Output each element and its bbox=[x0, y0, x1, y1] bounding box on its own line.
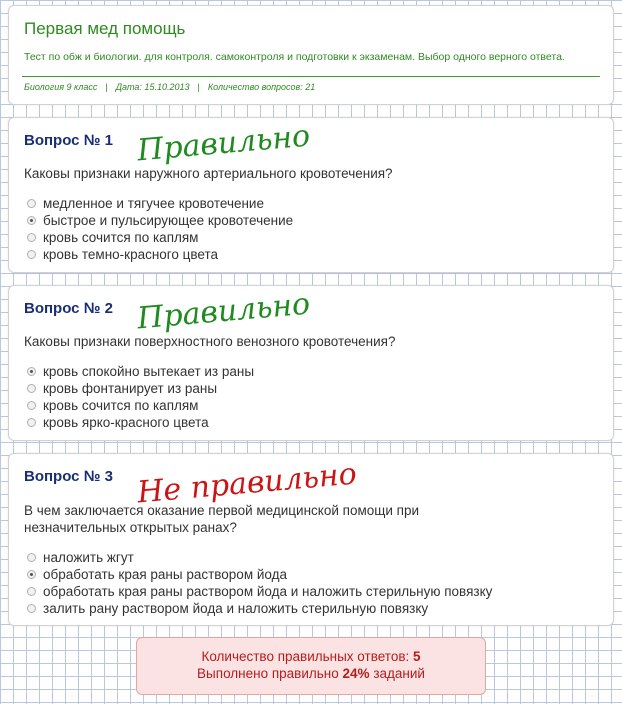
answer-option[interactable] bbox=[27, 600, 492, 617]
answer-label: наложить жгут bbox=[43, 550, 134, 565]
header-divider bbox=[22, 76, 600, 77]
answer-label: обработать края раны раствором йода bbox=[43, 567, 287, 582]
radio-button[interactable] bbox=[27, 199, 36, 208]
answer-option[interactable] bbox=[27, 246, 293, 263]
answer-option[interactable] bbox=[27, 566, 492, 583]
question-text bbox=[24, 502, 419, 536]
answer-option[interactable] bbox=[27, 549, 492, 566]
answer-option[interactable] bbox=[27, 212, 293, 229]
answer-option[interactable] bbox=[27, 380, 254, 397]
question-title: Вопрос № 2 bbox=[24, 300, 113, 317]
correct-answers-label: Количество правильных ответов: bbox=[201, 649, 410, 664]
radio-button[interactable] bbox=[27, 553, 36, 562]
meta-separator: | bbox=[105, 82, 108, 92]
radio-button[interactable] bbox=[27, 604, 36, 613]
result-stamp-correct: Правильно bbox=[135, 118, 312, 169]
answer-label: кровь сочится по каплям bbox=[43, 398, 199, 413]
answer-label: кровь спокойно вытекает из раны bbox=[43, 364, 255, 379]
meta-date: Дата: 15.10.2013 bbox=[115, 82, 190, 92]
meta-separator: | bbox=[197, 82, 200, 92]
question-text-line: незначительных открытых ранах? bbox=[24, 520, 237, 535]
question-title: Вопрос № 1 bbox=[24, 132, 113, 149]
question-text: Каковы признаки наружного артериального кровотечения? bbox=[24, 166, 393, 181]
radio-button[interactable] bbox=[27, 384, 36, 393]
answer-label: кровь фонтанирует из раны bbox=[43, 381, 218, 396]
correct-answers-count: 5 bbox=[413, 649, 421, 664]
question-card-1 bbox=[8, 117, 614, 273]
answer-label: обработать края раны раствором йода и наложить стерильную повязку bbox=[43, 584, 493, 599]
meta-subject: Биология 9 класс bbox=[24, 82, 98, 92]
score-summary bbox=[136, 637, 486, 695]
test-description: Тест по обж и биологии. для контроля. самоконтроля и подготовки к экзаменам. Выбор одного верного ответа. bbox=[24, 51, 565, 63]
test-title: Первая мед помощь bbox=[24, 19, 186, 38]
radio-button[interactable] bbox=[27, 587, 36, 596]
radio-button-selected[interactable] bbox=[27, 367, 36, 376]
answer-option[interactable] bbox=[27, 363, 254, 380]
answer-option[interactable] bbox=[27, 583, 492, 600]
question-title: Вопрос № 3 bbox=[24, 468, 113, 485]
radio-button[interactable] bbox=[27, 233, 36, 242]
answer-option[interactable] bbox=[27, 195, 293, 212]
question-card-2 bbox=[8, 285, 614, 441]
correct-answers-line bbox=[137, 648, 485, 665]
result-stamp-incorrect: Не правильно bbox=[135, 456, 359, 511]
test-header-card bbox=[8, 5, 614, 105]
test-meta bbox=[24, 82, 315, 92]
answer-options bbox=[27, 549, 492, 617]
answer-label: кровь темно-красного цвета bbox=[43, 247, 219, 262]
question-card-3 bbox=[8, 453, 614, 626]
radio-button-selected[interactable] bbox=[27, 216, 36, 225]
radio-button[interactable] bbox=[27, 250, 36, 259]
percent-value: 24% bbox=[342, 666, 370, 681]
radio-button[interactable] bbox=[27, 418, 36, 427]
meta-question-count: Количество вопросов: 21 bbox=[207, 82, 316, 92]
answer-label: кровь сочится по каплям bbox=[43, 230, 199, 245]
answer-options bbox=[27, 195, 293, 263]
radio-button[interactable] bbox=[27, 401, 36, 410]
answer-option[interactable] bbox=[27, 397, 254, 414]
radio-button-selected[interactable] bbox=[27, 570, 36, 579]
percent-prefix: Выполнено правильно bbox=[197, 666, 339, 681]
percent-line bbox=[137, 665, 485, 682]
question-text-line: В чем заключается оказание первой медицинской помощи при bbox=[24, 503, 420, 518]
question-text: Каковы признаки поверхностного венозного кровотечения? bbox=[24, 334, 396, 349]
percent-suffix: заданий bbox=[373, 666, 425, 681]
answer-label: быстрое и пульсирующее кровотечение bbox=[43, 213, 294, 228]
answer-label: медленное и тягучее кровотечение bbox=[43, 196, 264, 211]
answer-option[interactable] bbox=[27, 229, 293, 246]
answer-label: залить рану раствором йода и наложить стерильную повязку bbox=[43, 601, 429, 616]
answer-option[interactable] bbox=[27, 414, 254, 431]
result-stamp-correct: Правильно bbox=[135, 286, 312, 337]
answer-options bbox=[27, 363, 254, 431]
answer-label: кровь ярко-красного цвета bbox=[43, 415, 209, 430]
